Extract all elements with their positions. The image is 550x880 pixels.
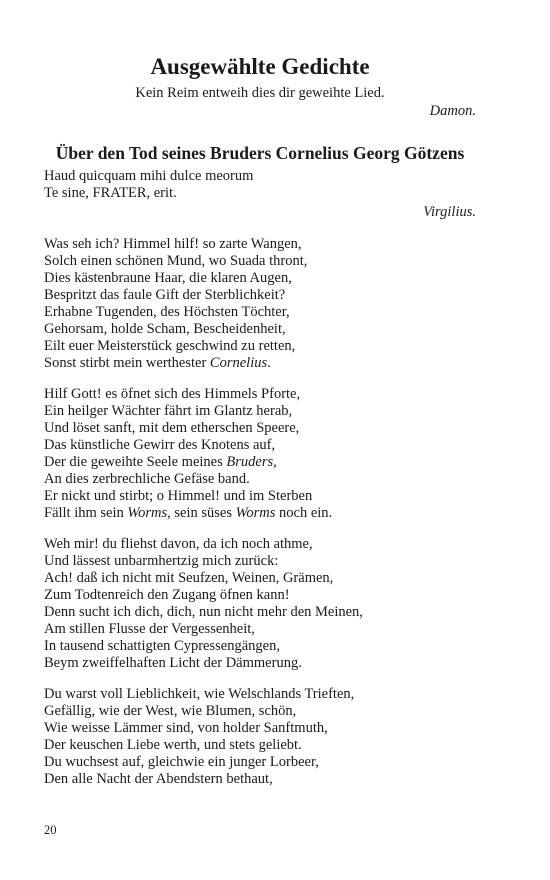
poem-line: Der die geweihte Seele meines Bruders, — [44, 454, 277, 470]
poem-line: Wie weisse Lämmer sind, von holder Sanftmuth, — [44, 720, 328, 736]
stanza — [44, 536, 476, 672]
poem-line: Solch einen schönen Mund, wo Suada thront, — [44, 253, 308, 269]
poem-line: Denn sucht ich dich, dich, nun nicht mehr den Meinen, — [44, 604, 363, 620]
poem-line: Er nickt und stirbt; o Himmel! und im Sterben — [44, 488, 313, 504]
poem-line: Hilf Gott! es öfnet sich des Himmels Pforte, — [44, 386, 301, 402]
page-title: Ausgewählte Gedichte — [150, 54, 370, 79]
epigraph — [44, 168, 253, 202]
poem-line: Zum Todtenreich den Zugang öfnen kann! — [44, 587, 290, 603]
poem-line: Du wuchsest auf, gleichwie ein junger Lorbeer, — [44, 754, 319, 770]
poem-line: Gefällig, wie der West, wie Blumen, schön, — [44, 703, 297, 719]
poem-line: Dies kästenbraune Haar, die klaren Augen, — [44, 270, 292, 286]
page-number: 20 — [44, 823, 57, 837]
poem-line: An dies zerbrechliche Gefäse band. — [44, 471, 250, 487]
epigraph-line: Te sine, FRATER, erit. — [44, 185, 177, 201]
italic-name: Worms — [235, 505, 276, 521]
poem-line: Und löset sanft, mit dem etherschen Speere, — [44, 420, 300, 436]
motto: Kein Reim entweih dies dir geweihte Lied. — [135, 85, 385, 101]
poem-line: Eilt euer Meisterstück geschwind zu retten, — [44, 338, 296, 354]
italic-name: Worms, — [127, 505, 171, 521]
poem-line: In tausend schattigten Cypressengängen, — [44, 638, 280, 654]
poem-line: Ach! daß ich nicht mit Seufzen, Weinen, Grämen, — [44, 570, 334, 586]
poem-line: Erhabne Tugenden, des Höchsten Töchter, — [44, 304, 290, 320]
stanza — [44, 686, 476, 788]
stanza — [44, 236, 476, 372]
poem-line: Gehorsam, holde Scham, Bescheidenheit, — [44, 321, 286, 337]
poem-line: Beym zweiffelhaften Licht der Dämmerung. — [44, 655, 302, 671]
poem-line: Ein heilger Wächter fährt im Glantz herab, — [44, 403, 293, 419]
italic-name: Cornelius — [209, 355, 268, 371]
poem-line: Am stillen Flusse der Vergessenheit, — [44, 621, 255, 637]
poem-heading: Über den Tod seines Bruders Cornelius Georg Götzens — [55, 143, 465, 163]
poem-line: Du warst voll Lieblichkeit, wie Welschlands Trieften, — [44, 686, 355, 702]
poem-line: Weh mir! du fliehst davon, da ich noch athme, — [44, 536, 313, 552]
poem-line: Das künstliche Gewirr des Knotens auf, — [44, 437, 276, 453]
poem-line: Bespritzt das faule Gift der Sterblichkeit? — [44, 287, 286, 303]
poem-line: Was seh ich? Himmel hilf! so zarte Wangen, — [44, 236, 302, 252]
book-page — [44, 0, 476, 880]
stanza — [44, 386, 476, 522]
italic-name: Bruders, — [226, 454, 277, 470]
epigraph-attribution: Virgilius. — [423, 204, 476, 220]
motto-attribution: Damon. — [429, 103, 476, 119]
poem-line: Der keuschen Liebe werth, und stets geliebt. — [44, 737, 302, 753]
poem-line: Sonst stirbt mein werthester Cornelius. — [44, 355, 271, 371]
epigraph-line: Haud quicquam mihi dulce meorum — [44, 168, 254, 184]
poem-line: Und lässest unbarmhertzig mich zurück: — [44, 553, 279, 569]
poem-line: Den alle Nacht der Abendstern bethaut, — [44, 771, 273, 787]
poem-line: Fällt ihm sein Worms, sein süses Worms noch ein. — [44, 505, 333, 521]
